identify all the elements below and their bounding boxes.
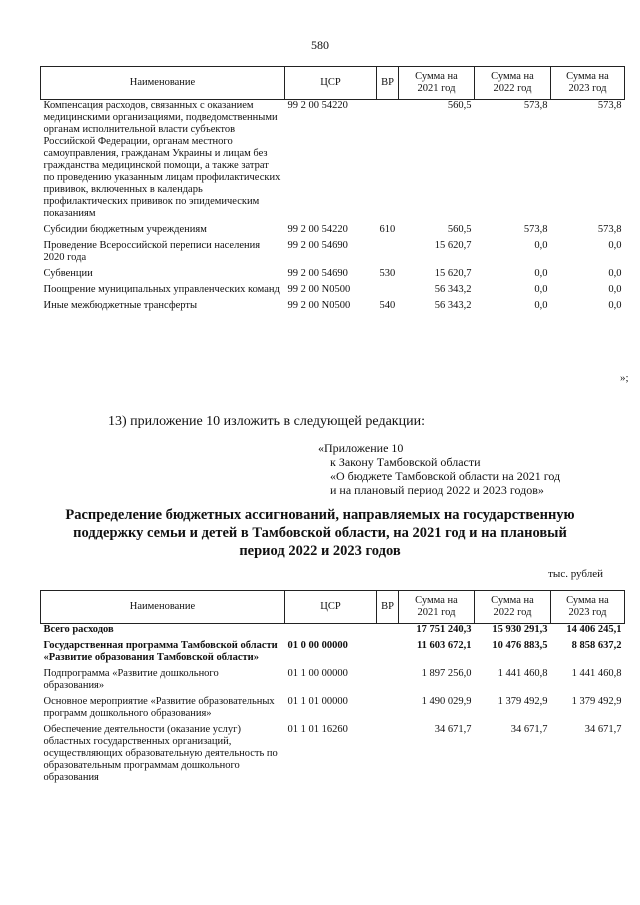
- page-number: 580: [311, 38, 329, 52]
- cell-sum-2022: 0,0: [534, 240, 548, 251]
- cell-sum-2023: 8 858 637,2: [571, 640, 622, 651]
- header-sum-2023: Сумма на 2023 год: [551, 591, 625, 624]
- appendix-line: «Приложение 10: [318, 441, 404, 455]
- cell-name: Обеспечение деятельности (оказание услуг) областных государственных организаций, осуществляющих образовательную деятельность по образовательным программам дошкольного образования: [43, 724, 278, 783]
- cell-sum-2022: 573,8: [523, 224, 548, 235]
- table-row: [41, 696, 625, 724]
- cell-sum-2023: 1 441 460,8: [571, 668, 622, 679]
- cell-sum-2021: 15 620,7: [434, 268, 472, 279]
- cell-sum-2021: 34 671,7: [434, 724, 472, 735]
- cell-sum-2023: 573,8: [597, 100, 622, 111]
- cell-sum-2022: 10 476 883,5: [492, 640, 548, 651]
- table-row: [41, 100, 625, 225]
- unit-label: тыс. рублей: [548, 568, 603, 580]
- cell-name: Компенсация расходов, связанных с оказанием медицинскими организациями, подведомственными органам исполнительной власти субъектов Российской Федерации, органам местного самоуправления, гражданам Украины и лицам без гражданства медицинской помощи, а также затрат по проведению указанным лицам профилактических прививок, включенных в календарь профилактических прививок по эпидемическим показаниям: [43, 100, 281, 219]
- appendix-line: к Закону Тамбовской области: [330, 455, 481, 469]
- cell-vr: [377, 724, 399, 788]
- table-row: [41, 240, 625, 268]
- header-vr: ВР: [377, 591, 399, 624]
- title-line: поддержку семьи и детей в Тамбовской области, на 2021 год и на плановый: [73, 525, 567, 541]
- cell-sum-2022: 573,8: [523, 100, 548, 111]
- cell-csr: 01 1 01 00000: [287, 696, 348, 707]
- header-sum-2021: Сумма на 2021 год: [399, 67, 475, 100]
- table-header-row: [41, 67, 625, 100]
- table-row: [41, 268, 625, 284]
- cell-name: Иные межбюджетные трансферты: [43, 300, 198, 311]
- header-csr: ЦСР: [285, 67, 377, 100]
- cell-sum-2023: 0,0: [608, 268, 622, 279]
- cell-sum-2022: 0,0: [534, 300, 548, 311]
- cell-name: Субсидии бюджетным учреждениям: [43, 224, 207, 235]
- cell-sum-2021: 1 897 256,0: [421, 668, 472, 679]
- header-name: Наименование: [41, 591, 285, 624]
- cell-name: Субвенции: [43, 268, 93, 279]
- table-row: [41, 724, 625, 788]
- cell-sum-2021: 11 603 672,1: [416, 640, 472, 651]
- cell-sum-2023: 34 671,7: [584, 724, 622, 735]
- header-sum-2022: Сумма на 2022 год: [475, 591, 551, 624]
- table-row: [41, 284, 625, 300]
- cell-name: Основное мероприятие «Развитие образовательных программ дошкольного образования»: [43, 696, 275, 719]
- expenditure-table-2: [40, 590, 625, 788]
- expenditure-table-1: [40, 66, 625, 316]
- cell-sum-2021: 56 343,2: [434, 284, 472, 295]
- cell-sum-2022: 1 379 492,9: [497, 696, 548, 707]
- cell-vr: [377, 100, 399, 225]
- document-title: [50, 506, 590, 560]
- header-vr: ВР: [377, 67, 399, 100]
- table-row: [41, 624, 625, 641]
- cell-name: Государственная программа Тамбовской области «Развитие образования Тамбовской области»: [43, 640, 278, 663]
- cell-sum-2021: 17 751 240,3: [416, 624, 472, 635]
- cell-name: Проведение Всероссийской переписи населения 2020 года: [43, 240, 261, 263]
- cell-sum-2022: 15 930 291,3: [492, 624, 548, 635]
- cell-csr: 99 2 00 54220: [287, 224, 348, 235]
- header-sum-2022: Сумма на 2022 год: [475, 67, 551, 100]
- title-line: период 2022 и 2023 годов: [239, 543, 401, 559]
- cell-vr: 540: [379, 300, 396, 311]
- cell-csr: [285, 624, 377, 641]
- title-line: Распределение бюджетных ассигнований, направляемых на государственную: [65, 507, 575, 523]
- cell-csr: 01 1 00 00000: [287, 668, 348, 679]
- appendix-line: и на плановый период 2022 и 2023 годов»: [330, 483, 544, 497]
- table-row: [41, 640, 625, 668]
- cell-vr: [377, 624, 399, 641]
- instruction-text: 13) приложение 10 изложить в следующей редакции:: [108, 414, 425, 429]
- cell-vr: [377, 640, 399, 668]
- cell-sum-2022: 1 441 460,8: [497, 668, 548, 679]
- cell-vr: [377, 668, 399, 696]
- cell-vr: [377, 696, 399, 724]
- cell-csr: 99 2 00 54690: [287, 240, 348, 251]
- header-sum-2023: Сумма на 2023 год: [551, 67, 625, 100]
- cell-sum-2023: 0,0: [608, 300, 622, 311]
- cell-sum-2023: 1 379 492,9: [571, 696, 622, 707]
- cell-csr: 99 2 00 54690: [287, 268, 348, 279]
- cell-name: Поощрение муниципальных управленческих команд: [43, 284, 280, 295]
- cell-sum-2021: 15 620,7: [434, 240, 472, 251]
- table-row: [41, 300, 625, 316]
- cell-sum-2023: 0,0: [608, 284, 622, 295]
- cell-csr: 99 2 00 N0500: [287, 300, 351, 311]
- cell-csr: 99 2 00 54220: [287, 100, 348, 111]
- header-csr: ЦСР: [285, 591, 377, 624]
- table-row: [41, 224, 625, 240]
- cell-vr: [377, 240, 399, 268]
- header-sum-2021: Сумма на 2021 год: [399, 591, 475, 624]
- cell-name: Всего расходов: [43, 624, 114, 635]
- cell-sum-2023: 14 406 245,1: [566, 624, 622, 635]
- cell-sum-2021: 56 343,2: [434, 300, 472, 311]
- header-name: Наименование: [41, 67, 285, 100]
- cell-sum-2022: 0,0: [534, 268, 548, 279]
- table-row: [41, 668, 625, 696]
- cell-sum-2022: 34 671,7: [510, 724, 548, 735]
- cell-sum-2023: 573,8: [597, 224, 622, 235]
- cell-sum-2021: 1 490 029,9: [421, 696, 472, 707]
- cell-csr: 99 2 00 N0500: [287, 284, 351, 295]
- table-end-mark: »;: [620, 372, 629, 384]
- cell-vr: 530: [379, 268, 396, 279]
- appendix-reference: [318, 441, 560, 497]
- cell-name: Подпрограмма «Развитие дошкольного образования»: [43, 668, 219, 691]
- cell-sum-2021: 560,5: [447, 100, 472, 111]
- cell-csr: 01 1 01 16260: [287, 724, 348, 735]
- cell-sum-2023: 0,0: [608, 240, 622, 251]
- cell-vr: [377, 284, 399, 300]
- cell-sum-2021: 560,5: [447, 224, 472, 235]
- cell-sum-2022: 0,0: [534, 284, 548, 295]
- cell-csr: 01 0 00 00000: [287, 640, 348, 651]
- cell-vr: 610: [379, 224, 396, 235]
- table-header-row: [41, 591, 625, 624]
- appendix-line: «О бюджете Тамбовской области на 2021 год: [330, 469, 561, 483]
